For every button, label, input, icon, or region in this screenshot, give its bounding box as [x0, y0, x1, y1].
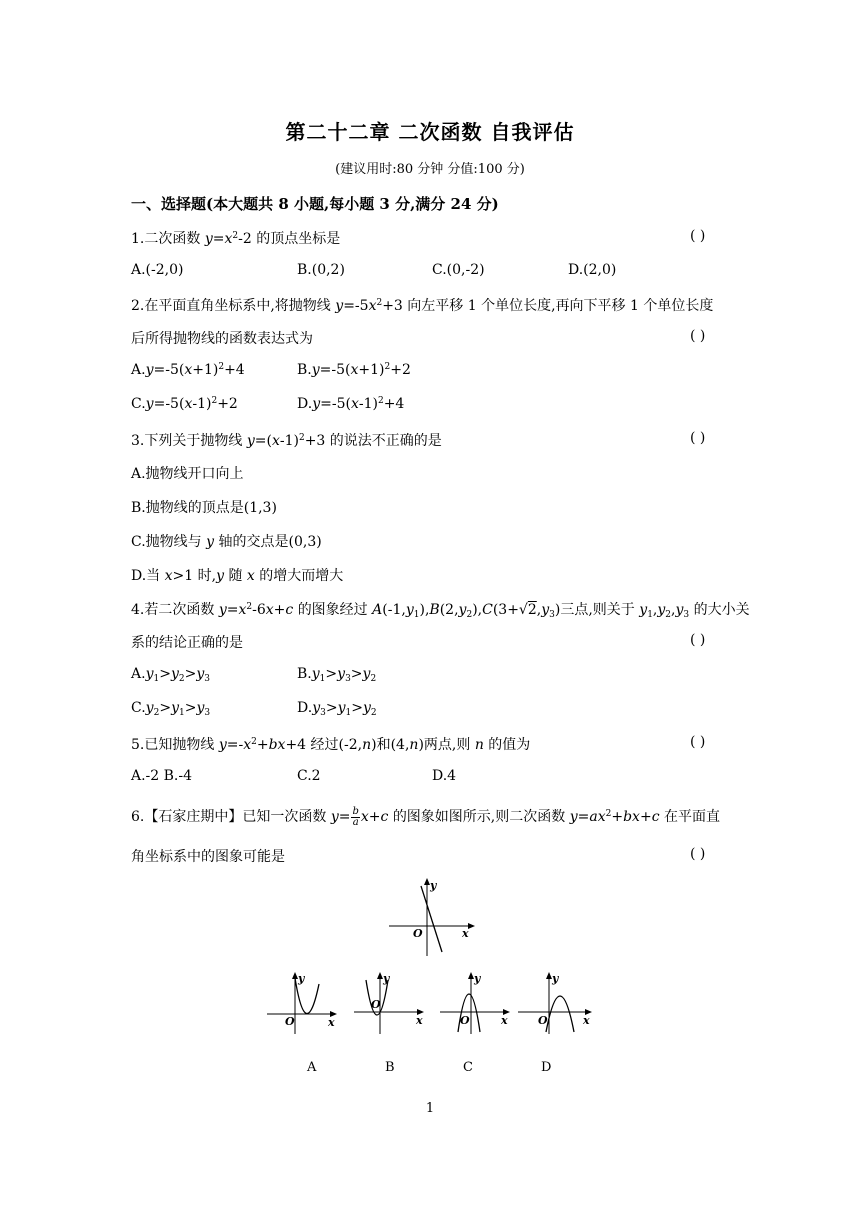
answer-blank-2[interactable]: ( ): [690, 328, 706, 344]
q3-option-d[interactable]: D.当 x>1 时,y 随 x 的增大而增大: [131, 568, 344, 584]
figure-label-c: C: [463, 1060, 473, 1075]
svg-text:O: O: [285, 1015, 295, 1028]
q1-option-c[interactable]: C.(0,-2): [432, 262, 485, 278]
figure-label-d: D: [541, 1060, 552, 1075]
svg-text:x: x: [462, 927, 469, 940]
answer-blank-1[interactable]: ( ): [690, 228, 706, 244]
linear-function-figure: [385, 872, 480, 960]
page-number: 1: [425, 1101, 435, 1116]
question-6-line-2: 角坐标系中的图象可能是: [131, 849, 285, 865]
svg-text:y: y: [298, 972, 305, 985]
question-4: 4.若二次函数 $y=x^2-6x+c$ 的图象经过 $A(-1,y_1),B(2,y_2),C(3+√2,y_3)$三点,则关于 $y_1,y_2,y_3$ 的大小关: [131, 602, 750, 620]
q4-option-c[interactable]: $C.y_2>y_1>y_3$: [131, 700, 211, 718]
q4-option-d[interactable]: $D.y_3>y_1>y_2$: [297, 700, 377, 718]
question-4-line-2: 系的结论正确的是: [131, 635, 243, 651]
svg-text:x: x: [328, 1016, 335, 1029]
q5-option-d[interactable]: D.4: [432, 768, 457, 784]
figure-label-b: B: [385, 1060, 395, 1075]
q4-option-b[interactable]: $B.y_1>y_3>y_2$: [297, 666, 377, 684]
question-6: 6.【石家庄期中】已知一次函数 y= $\frac{b}{a}$ x+c 的图象如图所示,则二次函数 $y=ax^2+bx+c$ 在平面直: [131, 805, 720, 828]
q2-option-d[interactable]: $D.y=-5(x-1)^2+4$: [297, 396, 405, 412]
q5-option-ab[interactable]: A.-2 B.-4: [131, 768, 193, 784]
option-b-graph[interactable]: [352, 968, 428, 1038]
svg-text:y: y: [383, 972, 390, 985]
question-2: 2.在平面直角坐标系中,将抛物线 $y=-5x^2+3$ 向左平移 1 个单位长度,再向下平移 1 个单位长度: [131, 298, 714, 314]
svg-text:x: x: [583, 1014, 590, 1027]
answer-blank-5[interactable]: ( ): [690, 734, 706, 750]
q2-option-c[interactable]: $C.y=-5(x-1)^2+2$: [131, 396, 238, 412]
svg-text:y: y: [474, 972, 481, 985]
question-5: 5.已知抛物线 $y=-x^2+bx+4$ 经过(-2,n)和(4,n)两点,则 n 的值为: [131, 737, 531, 753]
q1-option-a[interactable]: A.(-2,0): [131, 262, 184, 278]
q2-option-a[interactable]: $A.y=-5(x+1)^2+4$: [131, 362, 245, 378]
question-3: 3.下列关于抛物线 $y=(x-1)^2+3$ 的说法不正确的是: [131, 433, 442, 449]
option-c-graph[interactable]: [438, 968, 514, 1038]
question-2-line-2: 后所得抛物线的函数表达式为: [131, 331, 313, 347]
svg-text:O: O: [460, 1014, 470, 1027]
figure-label-a: A: [307, 1060, 317, 1075]
page-subtitle: (建议用时:80 分钟 分值:100 分): [335, 162, 525, 177]
svg-text:y: y: [552, 972, 559, 985]
answer-blank-3[interactable]: ( ): [690, 430, 706, 446]
q5-option-c[interactable]: C.2: [297, 768, 321, 784]
svg-text:y: y: [430, 879, 437, 892]
q1-option-d[interactable]: D.(2,0): [568, 262, 617, 278]
answer-blank-6[interactable]: ( ): [690, 846, 706, 862]
svg-text:x: x: [416, 1014, 423, 1027]
option-d-graph[interactable]: [516, 968, 596, 1038]
svg-text:x: x: [501, 1014, 508, 1027]
svg-text:O: O: [413, 927, 423, 940]
svg-text:O: O: [538, 1014, 548, 1027]
option-a-graph[interactable]: [265, 968, 341, 1038]
svg-text:O: O: [371, 998, 381, 1011]
page-title: 第二十二章 二次函数 自我评估: [285, 120, 575, 144]
q4-option-a[interactable]: $A.y_1>y_2>y_3$: [131, 666, 210, 684]
q1-option-b[interactable]: B.(0,2): [297, 262, 345, 278]
answer-blank-4[interactable]: ( ): [690, 632, 706, 648]
q3-option-c[interactable]: C.抛物线与 y 轴的交点是(0,3): [131, 534, 322, 550]
q2-option-b[interactable]: $B.y=-5(x+1)^2+2$: [297, 362, 411, 378]
section-heading: 一、选择题(本大题共 8 小题,每小题 3 分,满分 24 分): [131, 195, 499, 213]
question-1: 1.二次函数 $y=x^2-2$ 的顶点坐标是: [131, 231, 341, 247]
q3-option-b[interactable]: B.抛物线的顶点是(1,3): [131, 500, 277, 516]
q3-option-a[interactable]: A.抛物线开口向上: [131, 466, 244, 482]
